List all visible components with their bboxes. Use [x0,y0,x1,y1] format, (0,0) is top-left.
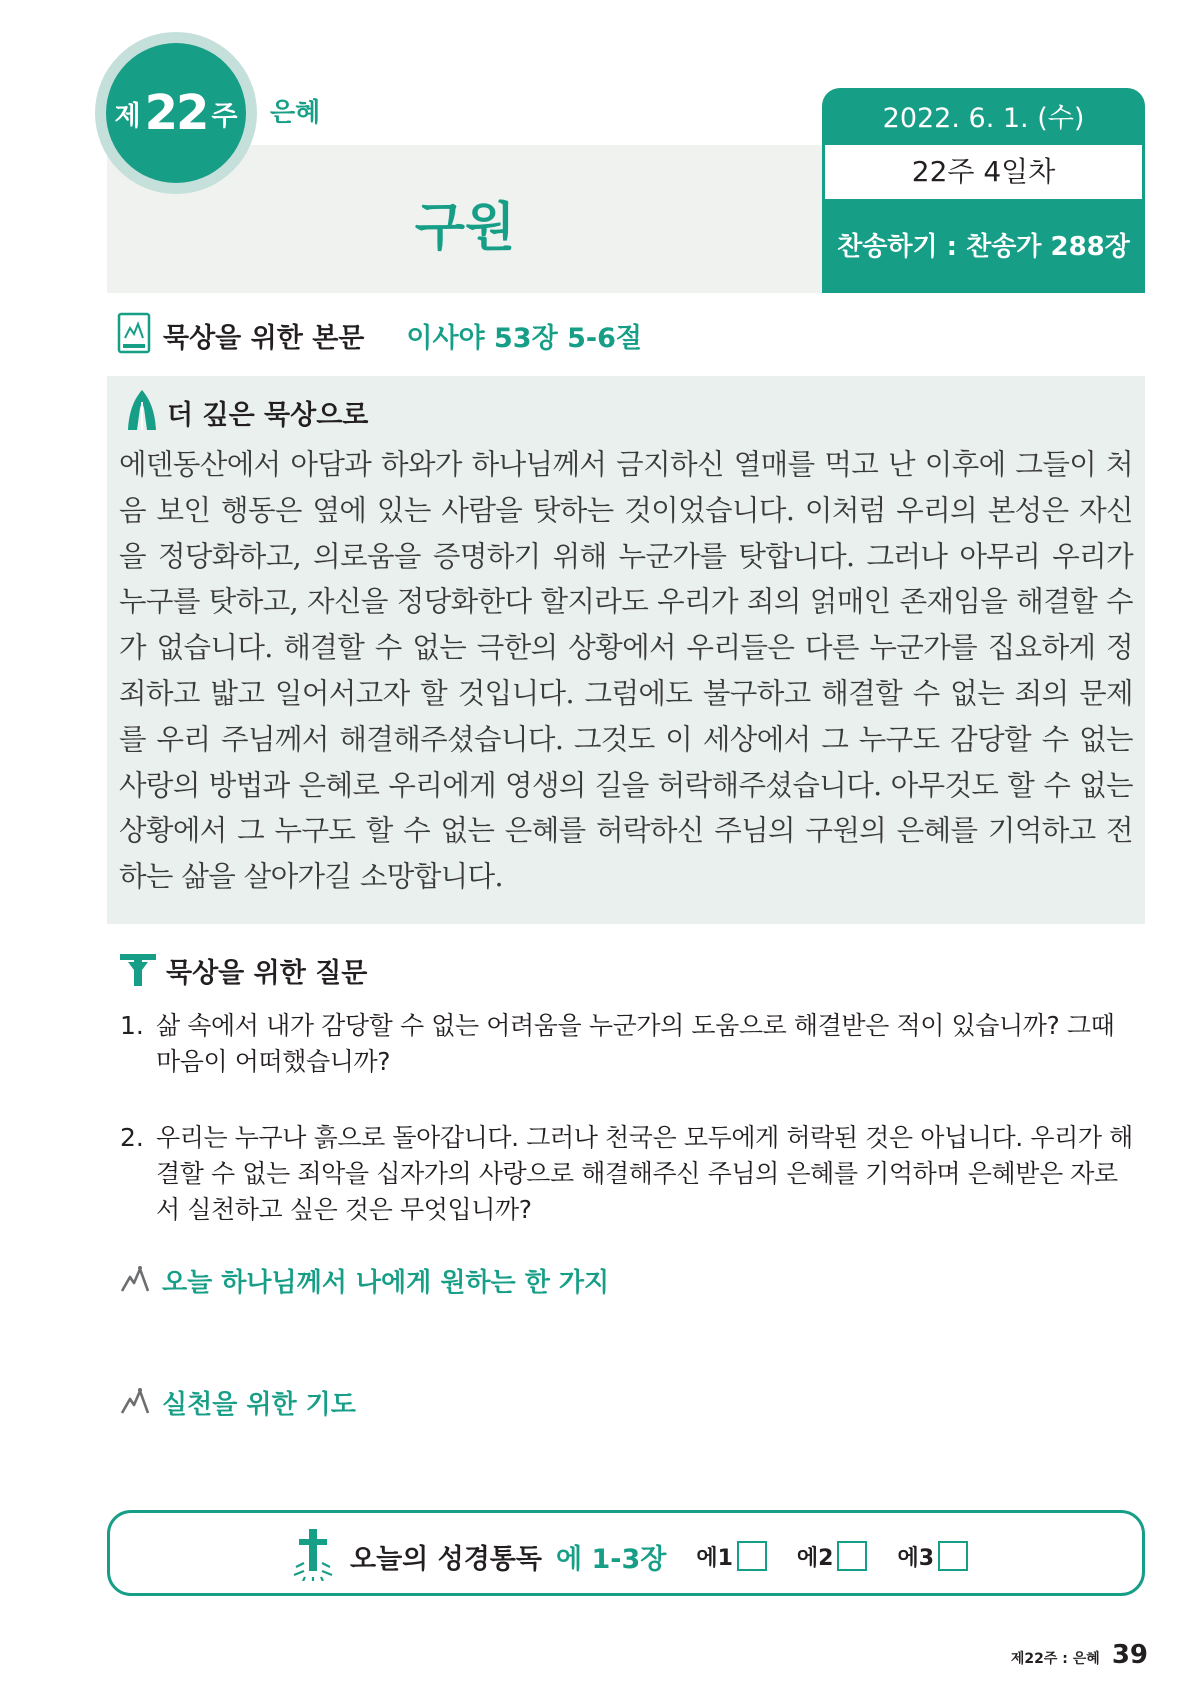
question-number: 1. [120,1011,144,1040]
reading-label: 오늘의 성경통독 [350,1543,542,1575]
cross-rays-icon [290,1527,336,1585]
question-item [120,1008,1140,1080]
scripture-label: 묵상을 위한 본문 [163,322,365,354]
reading-reference: 에 1-3장 [555,1543,667,1575]
question-text: 우리는 누구나 흙으로 돌아갑니다. 그러나 천국은 모두에게 허락된 것은 아닙니다. 우리가 해결할 수 없는 죄악을 십자가의 사랑으로 해결해주신 주님의 은혜를 기억하며 은혜받은 자로서 실천하고 싶은 것은 무엇입니까? [156,1123,1133,1224]
week-theme: 은혜 [270,98,321,128]
scripture-reference: 이사야 53장 5-6절 [406,322,642,354]
meditation-header [125,388,368,436]
one-thing-label: 오늘 하나님께서 나에게 원하는 한 가지 [162,1268,610,1298]
meditation-body: 에덴동산에서 아담과 하와가 하나님께서 금지하신 열매를 먹고 난 이후에 그들이 처음 보인 행동은 옆에 있는 사람을 탓하는 것이었습니다. 이처럼 우리의 본성은 자신을 정당화하고, 의로움을 증명하기 위해 누군가를 탓합니다. 그러나 아무리 우리가 누구를 탓하고, 자신을 정당화한다 할지라도 우리가 죄의 얽매인 존재임을 해결할 수가 없습니다. 해결할 수 없는 극한의 상황에서 우리들은 다른 누군가를 집요하게 정죄하고 밟고 일어서고자 할 것입니다. 그럼에도 불구하고 해결할 수 없는 죄의 문제를 우리 주님께서 해결해주셨습니다. 그것도 이 세상에서 그 누구도 감당할 수 없는 사랑의 방법과 은혜로 우리에게 영생의 길을 허락해주셨습니다. 아무것도 할 수 없는 상황에서 그 누구도 할 수 없는 은혜를 허락하신 주님의 구원의 은혜를 기억하고 전하는 삶을 살아가길 소망합니다. [119,448,1133,894]
week-suffix: 주 [211,100,238,132]
page-title: 구원 [414,198,516,258]
prayer-label: 실천을 위한 기도 [162,1390,356,1420]
hymn-text: 찬송하기 : 찬송가 288장 [837,232,1130,262]
reading-check-label: 에3 [897,1545,935,1571]
footer-section-text: 제22주 : 은혜 [1010,1651,1100,1667]
question-item [120,1120,1140,1228]
mountain-icon [120,1265,150,1297]
question-number: 2. [120,1123,144,1152]
week-number: 22 [144,85,208,141]
week-badge [106,43,246,183]
scripture-section [117,312,642,358]
page-number: 39 [1111,1640,1148,1670]
page-footer [1011,1640,1148,1670]
date-box [822,88,1145,293]
checkbox[interactable] [837,1541,867,1571]
meditation-title: 더 깊은 묵상으로 [167,399,369,431]
reading-check-3[interactable] [897,1541,968,1572]
book-icon [117,312,151,358]
reading-check-1[interactable] [696,1541,767,1572]
questions-label: 묵상을 위한 질문 [166,957,368,989]
week-prefix: 제 [114,100,141,132]
reading-check-label: 에1 [696,1545,733,1571]
day-counter: 22주 4일차 [825,145,1142,199]
praying-hands-icon [125,388,159,436]
reading-check-2[interactable] [797,1541,868,1572]
bible-reading-box [107,1510,1145,1596]
checkbox[interactable] [938,1541,968,1571]
prayer-section [120,1384,356,1421]
mountain-icon [120,1387,150,1419]
bible-reading-row [290,1527,968,1585]
checkbox[interactable] [737,1541,767,1571]
questions-section [118,948,367,992]
date-text: 2022. 6. 1. (수) [882,103,1085,134]
reading-check-label: 에2 [796,1545,834,1571]
question-text: 삶 속에서 내가 감당할 수 없는 어려움을 누군가의 도움으로 해결받은 적이 있습니까? 그때 마음이 어떠했습니까? [156,1011,1115,1076]
one-thing-section [120,1262,609,1299]
meditation-panel [107,376,1145,924]
cross-icon [118,948,158,992]
